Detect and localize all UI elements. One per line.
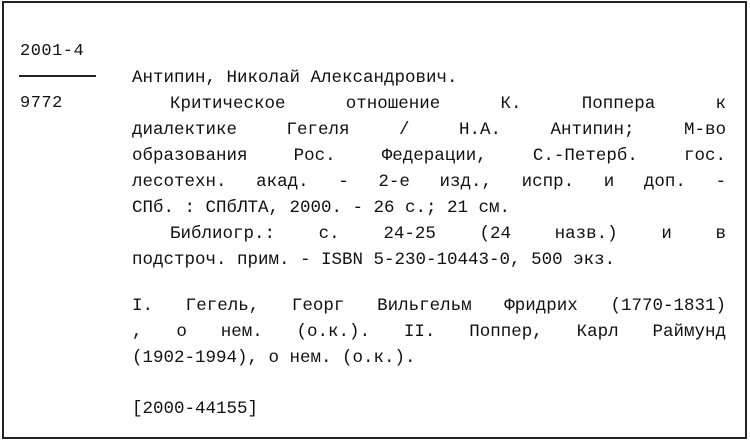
notes-line: Библиогр.: с. 24-25 (24 назв.) и в: [170, 224, 726, 244]
tracing-line: I. Гегель, Георг Вильгельм Фридрих (1770-1831): [132, 296, 726, 316]
tracing-line: (1902-1994), о нем. (о.к.).: [132, 348, 416, 368]
subject-tracings: [132, 293, 726, 371]
shelf-divider: [19, 75, 96, 77]
description-line: лесотехн. акад. - 2-е изд., испр. и доп. -: [132, 172, 726, 192]
description-line: СПб. : СПбЛТА, 2000. - 26 с.; 21 см.: [132, 198, 511, 218]
bibliographic-description: [132, 91, 726, 221]
control-area: [132, 396, 726, 422]
notes-line: подстроч. прим. - ISBN 5-230-10443-0, 500 экз.: [132, 250, 616, 270]
notes-area: [132, 221, 726, 273]
description-line: Критическое отношение К. Поппера к: [170, 94, 726, 114]
description-line: образования Рос. Федерации, С.-Петерб. гос.: [132, 146, 726, 166]
author-heading: [132, 65, 726, 91]
tracing-line: , о нем. (о.к.). II. Поппер, Карл Раймунд: [132, 322, 726, 342]
classification-number: 2001-4: [20, 42, 85, 61]
author-name: Антипин, Николай Александрович.: [132, 68, 458, 88]
description-line: диалектике Гегеля / Н.А. Антипин; М-во: [132, 120, 726, 140]
control-number: [2000-44155]: [132, 399, 259, 419]
card-number: 9772: [20, 94, 63, 113]
